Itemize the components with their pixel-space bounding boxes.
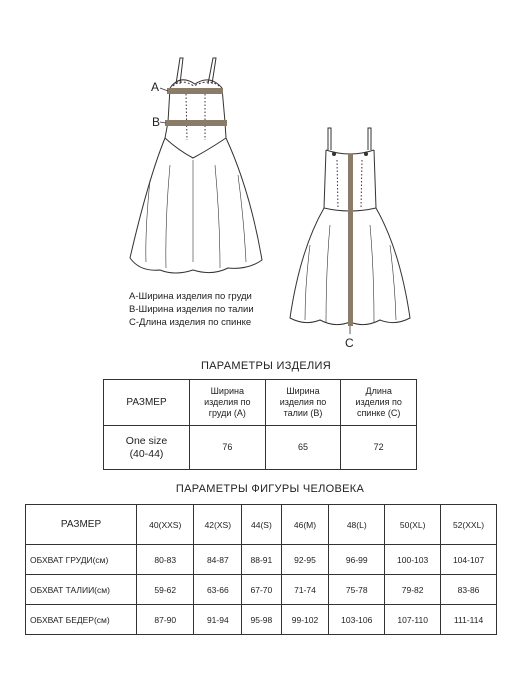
- header-line: изделия по: [279, 397, 327, 407]
- table-cell: 103-106: [329, 605, 385, 635]
- chest-width-header: [190, 380, 266, 426]
- label-a: A: [151, 80, 160, 94]
- label-c: C: [345, 336, 354, 350]
- legend-item-c: С-Длина изделия по спинке: [129, 317, 252, 328]
- header-line: изделия по: [204, 397, 251, 407]
- table-cell: 91-94: [194, 605, 242, 635]
- table-cell: 75-78: [329, 575, 385, 605]
- back-length-band: [348, 154, 353, 326]
- size-col-header: 42(XS): [194, 505, 242, 545]
- label-b: B: [152, 115, 161, 129]
- waist-width-band: [165, 120, 227, 126]
- row-label-hips: ОБХВАТ БЕДЕР(см): [26, 605, 137, 635]
- header-line: изделия по: [355, 397, 402, 407]
- product-size-value: [104, 426, 190, 470]
- table-cell: 79-82: [385, 575, 441, 605]
- table-cell: 87-90: [137, 605, 194, 635]
- header-line: спинке (С): [356, 408, 401, 418]
- table-cell: 84-87: [194, 545, 242, 575]
- body-size-header: РАЗМЕР: [26, 505, 137, 545]
- table-cell: 95-98: [242, 605, 281, 635]
- header-line: груди (А): [208, 408, 246, 418]
- size-col-header: 52(XXL): [441, 505, 497, 545]
- row-label-waist: ОБХВАТ ТАЛИИ(см): [26, 575, 137, 605]
- table-cell: 104-107: [441, 545, 497, 575]
- legend-item-b: В-Ширина изделия по талии: [129, 304, 254, 315]
- measurement-legend: [129, 290, 254, 329]
- table-cell: 83-86: [441, 575, 497, 605]
- table-cell: 63-66: [194, 575, 242, 605]
- table-cell: 71-74: [281, 575, 329, 605]
- table-cell: 96-99: [329, 545, 385, 575]
- size-col-header: 50(XL): [385, 505, 441, 545]
- table-cell: 107-110: [385, 605, 441, 635]
- size-col-header: 44(S): [242, 505, 281, 545]
- size-col-header: 48(L): [329, 505, 385, 545]
- size-line: One size: [125, 434, 168, 447]
- size-col-header: 40(XXS): [137, 505, 194, 545]
- table-row: [26, 605, 497, 635]
- back-length-value: 72: [341, 426, 417, 470]
- product-params-title: ПАРАМЕТРЫ ИЗДЕЛИЯ: [200, 360, 332, 372]
- header-line: талии (В): [283, 408, 323, 418]
- header-line: Ширина: [210, 386, 244, 396]
- table-cell: 111-114: [441, 605, 497, 635]
- table-row: [26, 575, 497, 605]
- body-params-title: ПАРАМЕТРЫ ФИГУРЫ ЧЕЛОВЕКА: [175, 483, 365, 495]
- row-label-chest: ОБХВАТ ГРУДИ(см): [26, 545, 137, 575]
- body-params-table: [25, 504, 497, 635]
- header-line: Длина: [365, 386, 392, 396]
- chest-width-value: 76: [190, 426, 266, 470]
- table-cell: 80-83: [137, 545, 194, 575]
- waist-width-header: [265, 380, 341, 426]
- product-params-table: [103, 379, 417, 470]
- table-cell: 67-70: [242, 575, 281, 605]
- back-length-header: [341, 380, 417, 426]
- chest-width-band: [167, 88, 223, 94]
- table-cell: 100-103: [385, 545, 441, 575]
- size-line: (40-44): [129, 447, 164, 460]
- table-cell: 99-102: [281, 605, 329, 635]
- product-size-header: РАЗМЕР: [104, 380, 190, 426]
- legend-item-a: А-Ширина изделия по груди: [129, 291, 252, 302]
- table-row: [26, 545, 497, 575]
- table-cell: 59-62: [137, 575, 194, 605]
- table-cell: 88-91: [242, 545, 281, 575]
- waist-width-value: 65: [265, 426, 341, 470]
- size-col-header: 46(M): [281, 505, 329, 545]
- header-line: Ширина: [286, 386, 320, 396]
- table-cell: 92-95: [281, 545, 329, 575]
